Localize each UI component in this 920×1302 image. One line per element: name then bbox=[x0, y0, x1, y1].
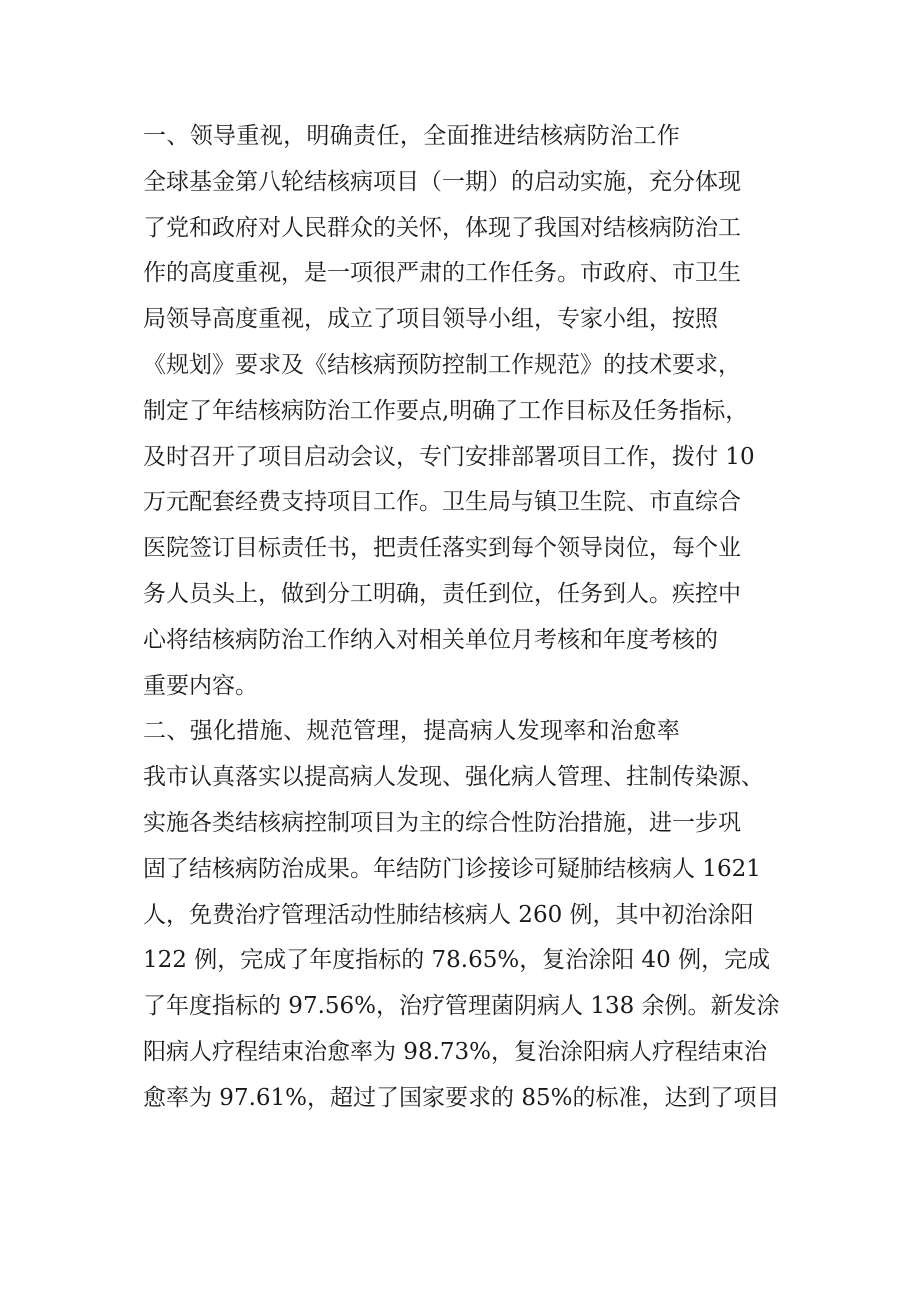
paragraph-line: 局领导高度重视，成立了项目领导小组，专家小组，按照 bbox=[143, 306, 718, 333]
paragraph-line: 及时召开了项目启动会议，专门安排部署项目工作，拨付 10 bbox=[143, 443, 755, 470]
paragraph-line: 务人员头上，做到分工明确，责任到位，任务到人。疾控中 bbox=[143, 580, 741, 607]
paragraph-line: 固了结核病防治成果。年结防门诊接诊可疑肺结核病人 1621 bbox=[143, 855, 761, 882]
paragraph-line: 了党和政府对人民群众的关怀，体现了我国对结核病防治工 bbox=[143, 214, 741, 241]
paragraph-line: 《规划》要求及《结核病预防控制工作规范》的技术要求， bbox=[143, 351, 741, 378]
paragraph-line: 我市认真落实以提高病人发现、强化病人管理、拄制传染源、 bbox=[143, 764, 764, 791]
paragraph-line: 愈率为 97.61%，超过了国家要求的 85%的标准，达到了项目 bbox=[143, 1084, 780, 1111]
paragraph-line: 制定了年结核病防治工作要点,明确了工作目标及任务指标， bbox=[143, 397, 749, 424]
section-heading-1: 一、领导重视，明确责任，全面推进结核病防治工作 bbox=[143, 123, 681, 149]
paragraph-line: 122 例，完成了年度指标的 78.65%，复治涂阳 40 例，完成 bbox=[143, 947, 771, 974]
paragraph-line: 阳病人疗程结束治愈率为 98.73%，复治涂阳病人疗程结束治 bbox=[143, 1038, 768, 1065]
paragraph-line: 医院签订目标责任书，把责任落实到每个领导岗位，每个业 bbox=[143, 535, 741, 562]
paragraph-line: 了年度指标的 97.56%，治疗管理菌阴病人 138 余例。新发涂 bbox=[143, 993, 780, 1020]
paragraph-line: 心将结核病防治工作纳入对相关单位月考核和年度考核的 bbox=[143, 626, 718, 653]
paragraph-line: 全球基金第八轮结核病项目（一期）的启动实施，充分体现 bbox=[143, 168, 741, 195]
paragraph-line: 作的高度重视，是一项很严肃的工作任务。市政府、市卫生 bbox=[143, 260, 741, 287]
paragraph-line: 重要内容。 bbox=[143, 672, 258, 699]
paragraph-line: 万元配套经费支持项目工作。卫生局与镇卫生院、市直综合 bbox=[143, 489, 741, 516]
paragraph-line: 人，免费治疗管理活动性肺结核病人 260 例，其中初治涂阳 bbox=[143, 901, 754, 928]
document-body bbox=[143, 114, 783, 1122]
section-heading-2: 二、强化措施、规范管理，提高病人发现率和治愈率 bbox=[143, 718, 681, 745]
paragraph-line: 实施各类结核病控制项目为主的综合性防治措施，进一步巩 bbox=[143, 809, 741, 836]
